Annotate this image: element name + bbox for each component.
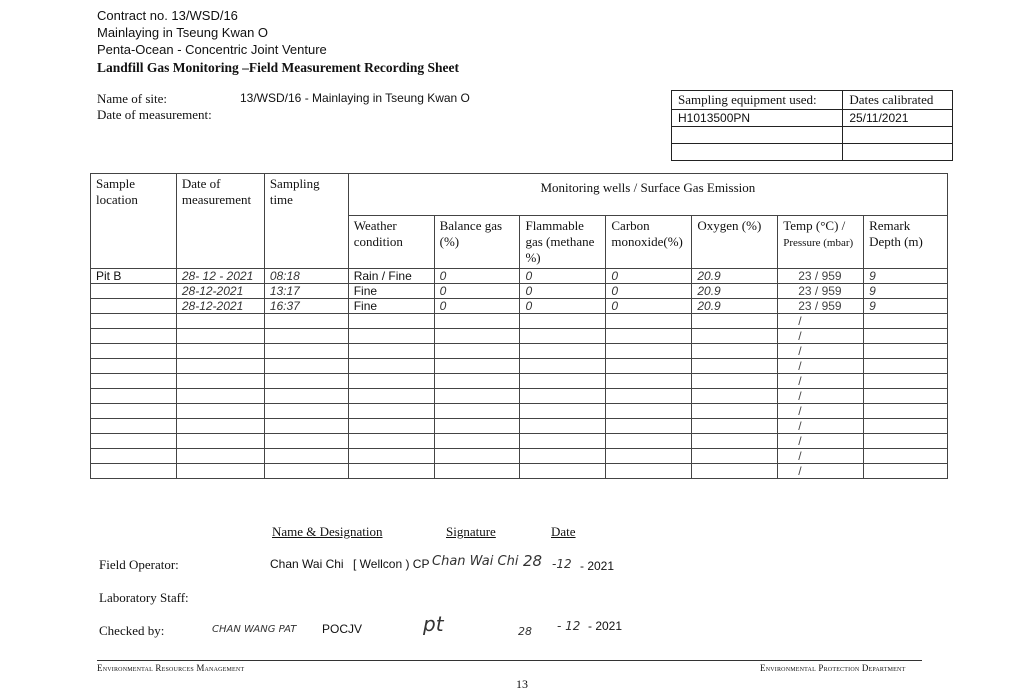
header-date-of-measurement: Date of measurement bbox=[176, 174, 264, 269]
date-label: Date of measurement: bbox=[97, 107, 212, 122]
cell-flammable-gas bbox=[520, 329, 606, 344]
cell-flammable-gas: 0 bbox=[520, 284, 606, 299]
table-row bbox=[91, 299, 948, 314]
cell-time: 16:37 bbox=[264, 299, 348, 314]
header-carbon-monoxide: Carbon monoxide(%) bbox=[606, 216, 692, 269]
cell-flammable-gas bbox=[520, 419, 606, 434]
cell-location bbox=[91, 419, 177, 434]
cell-location bbox=[91, 374, 177, 389]
cell-weather: Fine bbox=[348, 299, 434, 314]
header-depth: Depth (m) bbox=[869, 234, 923, 249]
cell-carbon-monoxide bbox=[606, 374, 692, 389]
calibration-value bbox=[843, 144, 953, 161]
cell-flammable-gas bbox=[520, 344, 606, 359]
table-row bbox=[91, 389, 948, 404]
cell-carbon-monoxide bbox=[606, 389, 692, 404]
cell-location bbox=[91, 449, 177, 464]
cell-remark: 9 bbox=[864, 299, 948, 314]
header-remark-depth bbox=[864, 216, 948, 269]
contract-number: Contract no. 13/WSD/16 bbox=[97, 8, 238, 23]
cell-flammable-gas bbox=[520, 404, 606, 419]
cell-date bbox=[176, 344, 264, 359]
cell-remark bbox=[864, 449, 948, 464]
cell-oxygen bbox=[692, 389, 778, 404]
checked-by-month: - 12 bbox=[557, 619, 581, 633]
field-operator-designation: [ Wellcon ) CP bbox=[353, 557, 430, 571]
col-date: Date bbox=[551, 524, 576, 539]
cell-temp-pressure: / bbox=[778, 389, 864, 404]
cell-time bbox=[264, 464, 348, 479]
cell-location bbox=[91, 404, 177, 419]
cell-oxygen bbox=[692, 464, 778, 479]
cell-oxygen: 20.9 bbox=[692, 299, 778, 314]
cell-time bbox=[264, 359, 348, 374]
cell-flammable-gas bbox=[520, 314, 606, 329]
cell-date: 28-12-2021 bbox=[176, 284, 264, 299]
cell-flammable-gas bbox=[520, 449, 606, 464]
equipment-value bbox=[672, 144, 843, 161]
cell-time bbox=[264, 374, 348, 389]
cell-remark bbox=[864, 359, 948, 374]
cell-weather bbox=[348, 374, 434, 389]
equipment-table bbox=[671, 90, 953, 161]
header-temp-pressure bbox=[778, 216, 864, 269]
monitoring-table bbox=[90, 173, 948, 479]
cell-remark bbox=[864, 434, 948, 449]
cell-date: 28- 12 - 2021 bbox=[176, 269, 264, 284]
checked-by-signature: pt bbox=[423, 612, 444, 636]
cell-temp-pressure: 23 / 959 bbox=[778, 284, 864, 299]
cell-time: 13:17 bbox=[264, 284, 348, 299]
cell-location bbox=[91, 434, 177, 449]
header-temp: Temp (°C) / bbox=[783, 218, 846, 233]
header-sample-location: Sample location bbox=[91, 174, 177, 269]
cell-time bbox=[264, 434, 348, 449]
cell-remark bbox=[864, 374, 948, 389]
checked-by-name: CHAN WANG PAT bbox=[212, 624, 297, 635]
cell-temp-pressure: 23 / 959 bbox=[778, 299, 864, 314]
cell-balance-gas bbox=[434, 344, 520, 359]
table-row bbox=[91, 359, 948, 374]
cell-weather bbox=[348, 404, 434, 419]
cell-carbon-monoxide bbox=[606, 344, 692, 359]
cell-remark bbox=[864, 389, 948, 404]
calibration-value: 25/11/2021 bbox=[843, 110, 953, 127]
cell-balance-gas bbox=[434, 329, 520, 344]
calibration-value bbox=[843, 127, 953, 144]
footer-left: Environmental Resources Management bbox=[97, 663, 245, 673]
field-operator-day: 28 bbox=[523, 552, 543, 570]
sheet-title: Landfill Gas Monitoring –Field Measurement Recording Sheet bbox=[97, 60, 459, 75]
cell-oxygen bbox=[692, 329, 778, 344]
cell-date bbox=[176, 419, 264, 434]
cell-weather bbox=[348, 359, 434, 374]
field-operator-signature: Chan Wai Chi bbox=[432, 554, 519, 569]
cell-location bbox=[91, 389, 177, 404]
cell-oxygen bbox=[692, 404, 778, 419]
table-row bbox=[91, 329, 948, 344]
cell-weather bbox=[348, 464, 434, 479]
cell-flammable-gas bbox=[520, 359, 606, 374]
cell-weather bbox=[348, 344, 434, 359]
table-row bbox=[91, 464, 948, 479]
cell-date bbox=[176, 359, 264, 374]
header-balance-gas: Balance gas (%) bbox=[434, 216, 520, 269]
table-row bbox=[91, 344, 948, 359]
cell-balance-gas bbox=[434, 359, 520, 374]
cell-temp-pressure: / bbox=[778, 314, 864, 329]
cell-time bbox=[264, 389, 348, 404]
header-sampling-time: Sampling time bbox=[264, 174, 348, 269]
equipment-value bbox=[672, 127, 843, 144]
cell-date: 28-12-2021 bbox=[176, 299, 264, 314]
cell-time bbox=[264, 329, 348, 344]
table-row bbox=[91, 449, 948, 464]
cell-time bbox=[264, 314, 348, 329]
checked-by-label: Checked by: bbox=[99, 623, 165, 638]
cell-time bbox=[264, 404, 348, 419]
footer-divider bbox=[97, 660, 922, 661]
cell-date bbox=[176, 314, 264, 329]
cell-location bbox=[91, 359, 177, 374]
checked-by-day: 28 bbox=[518, 625, 532, 638]
cell-flammable-gas: 0 bbox=[520, 299, 606, 314]
cell-weather bbox=[348, 419, 434, 434]
cell-location bbox=[91, 299, 177, 314]
cell-carbon-monoxide: 0 bbox=[606, 284, 692, 299]
cell-oxygen bbox=[692, 374, 778, 389]
cell-balance-gas: 0 bbox=[434, 269, 520, 284]
header-oxygen: Oxygen (%) bbox=[692, 216, 778, 269]
cell-oxygen bbox=[692, 419, 778, 434]
col-signature: Signature bbox=[446, 524, 496, 539]
cell-carbon-monoxide bbox=[606, 359, 692, 374]
cell-remark: 9 bbox=[864, 269, 948, 284]
cell-carbon-monoxide bbox=[606, 329, 692, 344]
cell-weather bbox=[348, 434, 434, 449]
cell-oxygen bbox=[692, 359, 778, 374]
project-name: Mainlaying in Tseung Kwan O bbox=[97, 25, 269, 40]
checked-by-org: POCJV bbox=[322, 622, 363, 636]
cell-oxygen: 20.9 bbox=[692, 284, 778, 299]
header-monitoring-group: Monitoring wells / Surface Gas Emission bbox=[348, 174, 947, 216]
cell-oxygen bbox=[692, 434, 778, 449]
field-operator-label: Field Operator: bbox=[99, 557, 179, 572]
table-row bbox=[91, 269, 948, 284]
footer-right: Environmental Protection Department bbox=[760, 663, 906, 673]
cell-weather bbox=[348, 314, 434, 329]
cell-flammable-gas bbox=[520, 464, 606, 479]
field-operator-month: -12 bbox=[552, 557, 572, 571]
equipment-header: Sampling equipment used: bbox=[672, 91, 843, 110]
table-row bbox=[91, 374, 948, 389]
cell-location: Pit B bbox=[91, 269, 177, 284]
equipment-value: H1013500PN bbox=[672, 110, 843, 127]
cell-carbon-monoxide bbox=[606, 314, 692, 329]
cell-remark: 9 bbox=[864, 284, 948, 299]
cell-weather bbox=[348, 389, 434, 404]
cell-temp-pressure: / bbox=[778, 419, 864, 434]
calibration-header: Dates calibrated bbox=[843, 91, 953, 110]
cell-weather bbox=[348, 449, 434, 464]
cell-flammable-gas bbox=[520, 434, 606, 449]
cell-date bbox=[176, 389, 264, 404]
cell-temp-pressure: / bbox=[778, 359, 864, 374]
site-label: Name of site: bbox=[97, 91, 168, 106]
cell-balance-gas: 0 bbox=[434, 284, 520, 299]
header-weather: Weather condition bbox=[348, 216, 434, 269]
cell-weather: Rain / Fine bbox=[348, 269, 434, 284]
cell-carbon-monoxide bbox=[606, 404, 692, 419]
cell-remark bbox=[864, 344, 948, 359]
cell-carbon-monoxide: 0 bbox=[606, 269, 692, 284]
cell-flammable-gas bbox=[520, 389, 606, 404]
field-operator-year: - 2021 bbox=[580, 559, 615, 573]
cell-oxygen: 20.9 bbox=[692, 269, 778, 284]
table-row bbox=[91, 419, 948, 434]
cell-carbon-monoxide bbox=[606, 464, 692, 479]
cell-oxygen bbox=[692, 314, 778, 329]
contractor-name: Penta-Ocean - Concentric Joint Venture bbox=[97, 42, 327, 57]
cell-location bbox=[91, 314, 177, 329]
site-value: 13/WSD/16 - Mainlaying in Tseung Kwan O bbox=[240, 91, 470, 105]
cell-date bbox=[176, 464, 264, 479]
header-remark: Remark bbox=[869, 218, 911, 233]
cell-temp-pressure: / bbox=[778, 344, 864, 359]
cell-carbon-monoxide bbox=[606, 449, 692, 464]
cell-balance-gas bbox=[434, 374, 520, 389]
cell-weather: Fine bbox=[348, 284, 434, 299]
cell-carbon-monoxide bbox=[606, 434, 692, 449]
cell-date bbox=[176, 434, 264, 449]
cell-oxygen bbox=[692, 449, 778, 464]
cell-temp-pressure: / bbox=[778, 464, 864, 479]
cell-location bbox=[91, 284, 177, 299]
cell-time: 08:18 bbox=[264, 269, 348, 284]
header-pressure: Pressure (mbar) bbox=[783, 237, 854, 249]
cell-carbon-monoxide bbox=[606, 419, 692, 434]
cell-time bbox=[264, 344, 348, 359]
cell-oxygen bbox=[692, 344, 778, 359]
cell-time bbox=[264, 419, 348, 434]
cell-balance-gas bbox=[434, 404, 520, 419]
cell-temp-pressure: / bbox=[778, 434, 864, 449]
table-row bbox=[91, 404, 948, 419]
cell-location bbox=[91, 329, 177, 344]
cell-location bbox=[91, 344, 177, 359]
header-flammable-gas: Flammable gas (methane %) bbox=[520, 216, 606, 269]
cell-remark bbox=[864, 464, 948, 479]
cell-balance-gas bbox=[434, 419, 520, 434]
cell-temp-pressure: / bbox=[778, 449, 864, 464]
cell-date bbox=[176, 374, 264, 389]
checked-by-year: - 2021 bbox=[588, 619, 623, 633]
cell-balance-gas bbox=[434, 449, 520, 464]
cell-date bbox=[176, 404, 264, 419]
cell-remark bbox=[864, 329, 948, 344]
cell-balance-gas bbox=[434, 434, 520, 449]
cell-temp-pressure: 23 / 959 bbox=[778, 269, 864, 284]
cell-balance-gas: 0 bbox=[434, 299, 520, 314]
cell-carbon-monoxide: 0 bbox=[606, 299, 692, 314]
table-row bbox=[91, 314, 948, 329]
cell-balance-gas bbox=[434, 464, 520, 479]
cell-temp-pressure: / bbox=[778, 374, 864, 389]
cell-remark bbox=[864, 419, 948, 434]
cell-remark bbox=[864, 314, 948, 329]
cell-date bbox=[176, 329, 264, 344]
table-row bbox=[91, 284, 948, 299]
cell-flammable-gas: 0 bbox=[520, 269, 606, 284]
cell-balance-gas bbox=[434, 314, 520, 329]
cell-weather bbox=[348, 329, 434, 344]
table-row bbox=[91, 434, 948, 449]
lab-staff-label: Laboratory Staff: bbox=[99, 590, 189, 605]
cell-flammable-gas bbox=[520, 374, 606, 389]
cell-balance-gas bbox=[434, 389, 520, 404]
cell-time bbox=[264, 449, 348, 464]
cell-temp-pressure: / bbox=[778, 329, 864, 344]
cell-temp-pressure: / bbox=[778, 404, 864, 419]
col-name-designation: Name & Designation bbox=[272, 524, 383, 539]
field-operator-name: Chan Wai Chi bbox=[270, 557, 344, 571]
page-number: 13 bbox=[516, 677, 528, 691]
cell-remark bbox=[864, 404, 948, 419]
cell-date bbox=[176, 449, 264, 464]
cell-location bbox=[91, 464, 177, 479]
